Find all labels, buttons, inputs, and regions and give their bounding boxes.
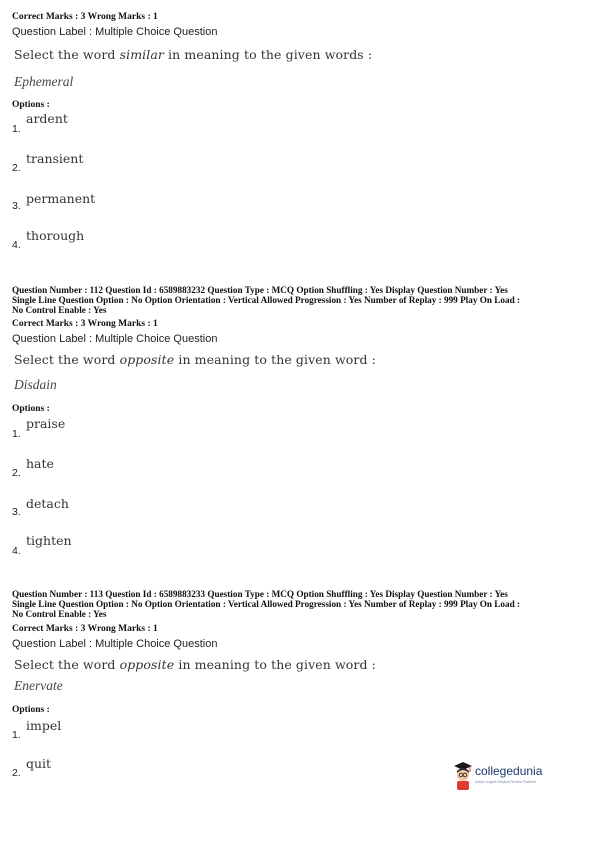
q113-option-1-text[interactable]: impel: [26, 718, 62, 733]
q111-marks: Correct Marks : 3 Wrong Marks : 1: [12, 12, 158, 22]
q112-prompt-end: in meaning to the given word :: [174, 352, 376, 367]
q112-marks: Correct Marks : 3 Wrong Marks : 1: [12, 319, 158, 329]
q112-option-4-text[interactable]: tighten: [26, 533, 72, 548]
q113-prompt-end: in meaning to the given word :: [174, 657, 376, 672]
q112-given-word: Disdain: [14, 377, 57, 392]
collegedunia-logo: [453, 759, 563, 795]
q111-prompt-start: Select the word: [14, 47, 120, 62]
q111-prompt-end: in meaning to the given words :: [163, 47, 373, 62]
q113-option-2-text[interactable]: quit: [26, 756, 52, 771]
q112-meta-line-3: No Control Enable : Yes: [12, 305, 107, 315]
q113-given-word: Enervate: [14, 678, 63, 693]
q111-prompt: [14, 47, 372, 62]
q113-marks: Correct Marks : 3 Wrong Marks : 1: [12, 624, 158, 634]
q112-question-label: Question Label : Multiple Choice Question: [12, 333, 218, 345]
q111-option-4-text[interactable]: thorough: [26, 228, 85, 243]
q111-option-1-text[interactable]: ardent: [26, 111, 68, 126]
q111-option-4-number: 4.: [12, 239, 21, 251]
q111-prompt-keyword: similar: [119, 47, 164, 62]
q112-prompt-keyword: opposite: [119, 352, 175, 367]
q112-option-1-text[interactable]: praise: [26, 416, 66, 431]
q113-prompt-start: Select the word: [14, 657, 120, 672]
q113-meta-line-3: No Control Enable : Yes: [12, 609, 107, 619]
q111-option-3-number: 3.: [12, 200, 21, 212]
brand-name: collegedunia: [475, 764, 543, 778]
q113-option-1-number: 1.: [12, 729, 21, 741]
q112-prompt-start: Select the word: [14, 352, 120, 367]
q111-option-2-text[interactable]: transient: [26, 151, 84, 166]
q112-option-2-number: 2.: [12, 467, 21, 479]
q113-meta-line-1: Question Number : 113 Question Id : 6589883233 Question Type : MCQ Option Shuffling : Yes Display Question Number : Yes: [12, 589, 508, 599]
graduate-mascot-icon: [453, 761, 473, 791]
q111-option-2-number: 2.: [12, 162, 21, 174]
q112-meta-line-2: Single Line Question Option : No Option Orientation : Vertical Allowed Progression : Yes Number of Replay : 999 Play On Load :: [12, 295, 521, 305]
q113-meta-line-2: Single Line Question Option : No Option Orientation : Vertical Allowed Progression : Yes Number of Replay : 999 Play On Load :: [12, 599, 521, 609]
q112-option-4-number: 4.: [12, 545, 21, 557]
q112-option-3-number: 3.: [12, 506, 21, 518]
q113-options-title: Options :: [12, 705, 50, 715]
q112-meta-line-1: Question Number : 112 Question Id : 6589883232 Question Type : MCQ Option Shuffling : Yes Display Question Number : Yes: [12, 285, 508, 295]
q111-option-3-text[interactable]: permanent: [26, 191, 96, 206]
q112-options-title: Options :: [12, 404, 50, 414]
q113-question-label: Question Label : Multiple Choice Question: [12, 638, 218, 650]
q111-option-1-number: 1.: [12, 123, 21, 135]
q112-prompt: [14, 352, 376, 367]
q112-option-1-number: 1.: [12, 428, 21, 440]
q113-option-2-number: 2.: [12, 767, 21, 779]
q113-prompt-keyword: opposite: [119, 657, 175, 672]
brand-tagline: India's largest Student Review Platform: [475, 780, 536, 784]
q111-given-word: Ephemeral: [14, 74, 74, 89]
q112-option-3-text[interactable]: detach: [26, 496, 69, 511]
q111-question-label: Question Label : Multiple Choice Question: [12, 26, 218, 38]
q111-options-title: Options :: [12, 100, 50, 110]
q112-option-2-text[interactable]: hate: [26, 456, 54, 471]
q113-prompt: [14, 657, 376, 672]
